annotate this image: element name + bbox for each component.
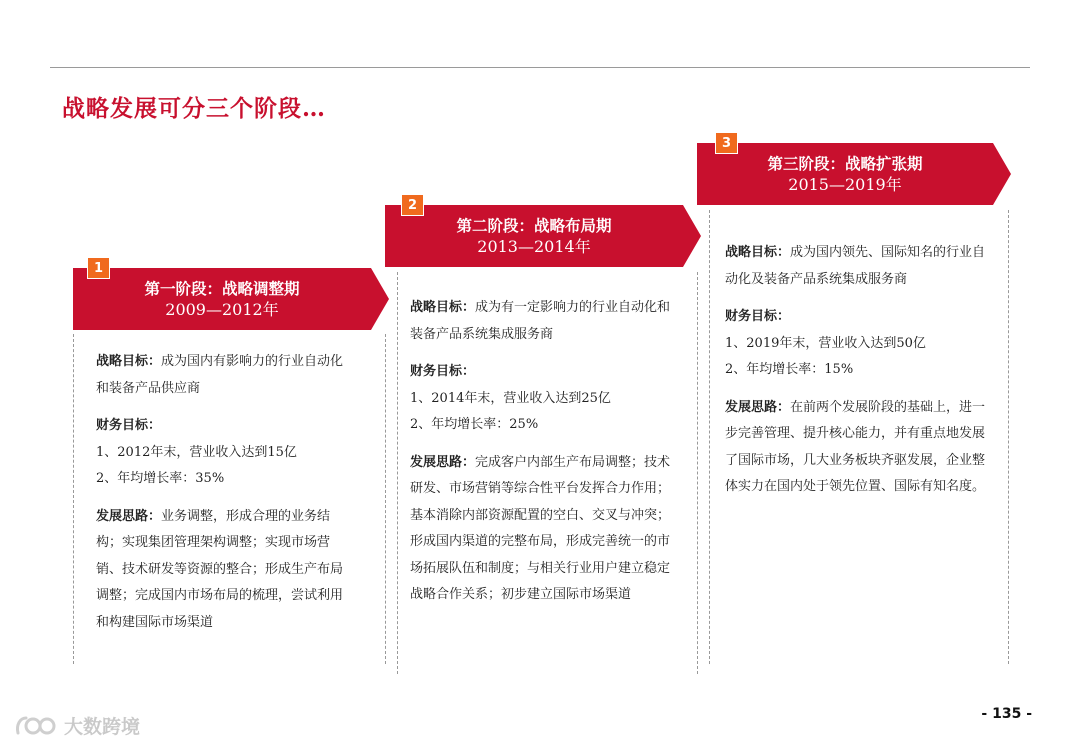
strategy-label: 战略目标： [410,300,476,315]
stage-1-banner [73,268,389,330]
finance-item: 2、年均增长率：25% [410,417,539,432]
strategy-label: 战略目标： [96,354,162,369]
development-text: 业务调整，形成合理的业务结构；实现集团管理架构调整；实现市场营销、技术研发等资源的整合；形成生产布局调整；完成国内市场布局的梳理，尝试利用和构建国际市场渠道 [96,508,344,630]
stage-3-badge: 3 [715,132,738,154]
watermark-logo-icon [14,713,58,739]
page-title: 战略发展可分三个阶段… [62,95,326,122]
strategy-text: 成为国内有影响力的行业自动化和装备产品供应商 [96,354,344,396]
stage-1-strategy [96,349,354,402]
development-text: 完成客户内部生产布局调整；技术研发、市场营销等综合性平台发挥合力作用；基本消除内部资源配置的空白、交叉与冲突；形成国内渠道的完整布局，形成完善统一的市场拓展队伍和制度；与相关行业用户建立稳定战略合作关系；初步建立国际市场渠道 [410,454,671,602]
finance-item: 2、年均增长率：15% [725,362,854,377]
development-text: 在前两个发展阶段的基础上，进一步完善管理、提升核心能力，并有重点地发展了国际市场，几大业务板块齐驱发展，企业整体实力在国内处于领先位置、国际有知名度。 [725,399,986,494]
development-label: 发展思路： [96,508,162,524]
column-1-right-divider [385,334,386,664]
strategy-text: 成为国内领先、国际知名的行业自动化及装备产品系统集成服务商 [725,245,986,287]
stage-1-badge: 1 [87,257,110,279]
stage-1-name: 第一阶段：战略调整期 [144,279,300,298]
stage-2-period: 2013—2014年 [477,237,591,256]
finance-item: 1、2014年末，营业收入达到25亿 [410,390,611,406]
stage-2-content [410,295,682,609]
column-3-left-divider [709,210,710,664]
finance-label: 财务目标： [410,364,476,379]
stage-2-banner [385,205,701,267]
column-1-left-divider [73,334,74,664]
column-2-right-divider [697,272,698,674]
finance-item: 2、年均增长率：35% [96,471,225,486]
stage-2-development [410,450,682,609]
stage-1-development [96,504,354,637]
stage-2-badge: 2 [401,194,424,216]
stage-3-name: 第三阶段：战略扩张期 [767,154,923,173]
development-label: 发展思路： [725,399,791,415]
column-3-right-divider [1008,210,1009,664]
stage-3-strategy [725,240,987,293]
development-label: 发展思路： [410,454,476,470]
top-divider [50,67,1030,68]
stage-3-period: 2015—2019年 [788,175,902,194]
finance-item: 1、2019年末，营业收入达到50亿 [725,335,926,351]
strategy-text: 成为有一定影响力的行业自动化和装备产品系统集成服务商 [410,300,671,342]
page-number: - 135 - [981,706,1032,722]
stage-3-development [725,395,987,501]
stage-2-strategy [410,295,682,348]
stage-3-content [725,240,987,501]
finance-label: 财务目标： [725,309,791,324]
column-2-left-divider [397,272,398,674]
watermark [14,712,140,739]
stage-1-content [96,349,354,636]
stage-1-period: 2009—2012年 [165,300,279,319]
strategy-label: 战略目标： [725,245,791,260]
watermark-text: 大数跨境 [64,716,141,738]
stage-2-name: 第二阶段：战略布局期 [456,216,612,235]
finance-item: 1、2012年末，营业收入达到15亿 [96,444,297,460]
finance-label: 财务目标： [96,418,162,433]
stage-3-banner [697,143,1011,205]
